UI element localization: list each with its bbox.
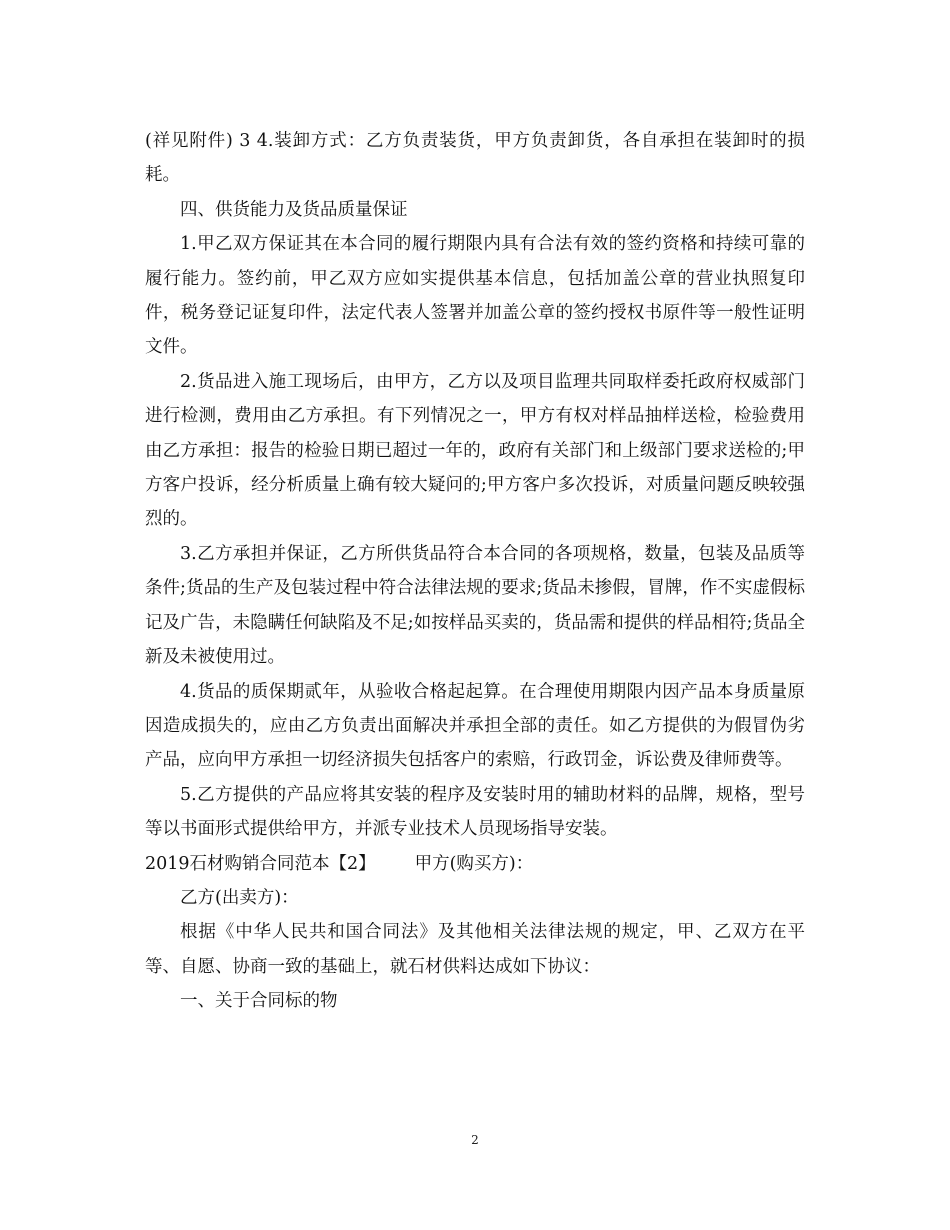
page-number: 2 bbox=[471, 1133, 479, 1147]
contract-title-line: 2019石材购销合同范本【2】 甲方(购买方)： bbox=[145, 853, 534, 874]
paragraph-legal-basis: 根据《中华人民共和国合同法》及其他相关法律法规的规定，甲、乙双方在平等、自愿、协商一致的基础上，就石材供料达成如下协议： bbox=[145, 922, 805, 977]
paragraph-clause-3: 3.乙方承担并保证，乙方所供货品符合本合同的各项规格，数量，包装及品质等条件;货品的生产及包装过程中符合法律法规的要求;货品未掺假，冒牌，作不实虚假标记及广告，未隐瞒任何缺陷及不足;如按样品买卖的，货品需和提供的样品相符;货品全新及未被使用过。 bbox=[145, 543, 805, 668]
paragraph-clause-1: 1.甲乙双方保证其在本合同的履行期限内具有合法有效的签约资格和持续可靠的履行能力。签约前，甲乙双方应如实提供基本信息，包括加盖公章的营业执照复印件，税务登记证复印件，法定代表人签署并加盖公章的签约授权书原件等一般性证明文件。 bbox=[145, 234, 805, 358]
party-b-line: 乙方(出卖方)： bbox=[180, 887, 299, 908]
paragraph-clause-5: 5.乙方提供的产品应将其安装的程序及安装时用的辅助材料的品牌，规格，型号等以书面形式提供给甲方，并派专业技术人员现场指导安装。 bbox=[145, 784, 805, 840]
section-heading-subject-matter: 一、关于合同标的物 bbox=[180, 991, 338, 1012]
paragraph-clause-4: 4.货品的质保期贰年，从验收合格起起算。在合理使用期限内因产品本身质量原因造成损失的，应由乙方负责出面解决并承担全部的责任。如乙方提供的为假冒伪劣产品，应向甲方承担一切经济损失包括客户的索赔，行政罚金，诉讼费及律师费等。 bbox=[145, 681, 805, 771]
section-heading-supply-quality: 四、供货能力及货品质量保证 bbox=[180, 199, 408, 220]
paragraph-clause-2: 2.货品进入施工现场后，由甲方，乙方以及项目监理共同取样委托政府权威部门进行检测，费用由乙方承担。有下列情况之一，甲方有权对样品抽样送检，检验费用由乙方承担：报告的检验日期已超过一年的，政府有关部门和上级部门要求送检的;甲方客户投诉，经分析质量上确有较大疑问的;甲方客户多次投诉，对质量问题反映较强烈的。 bbox=[145, 371, 805, 530]
paragraph-loading-method: (祥见附件) 3 4.装卸方式：乙方负责装货，甲方负责卸货，各自承担在装卸时的损耗。 bbox=[145, 131, 805, 186]
document-body bbox=[145, 124, 805, 1019]
